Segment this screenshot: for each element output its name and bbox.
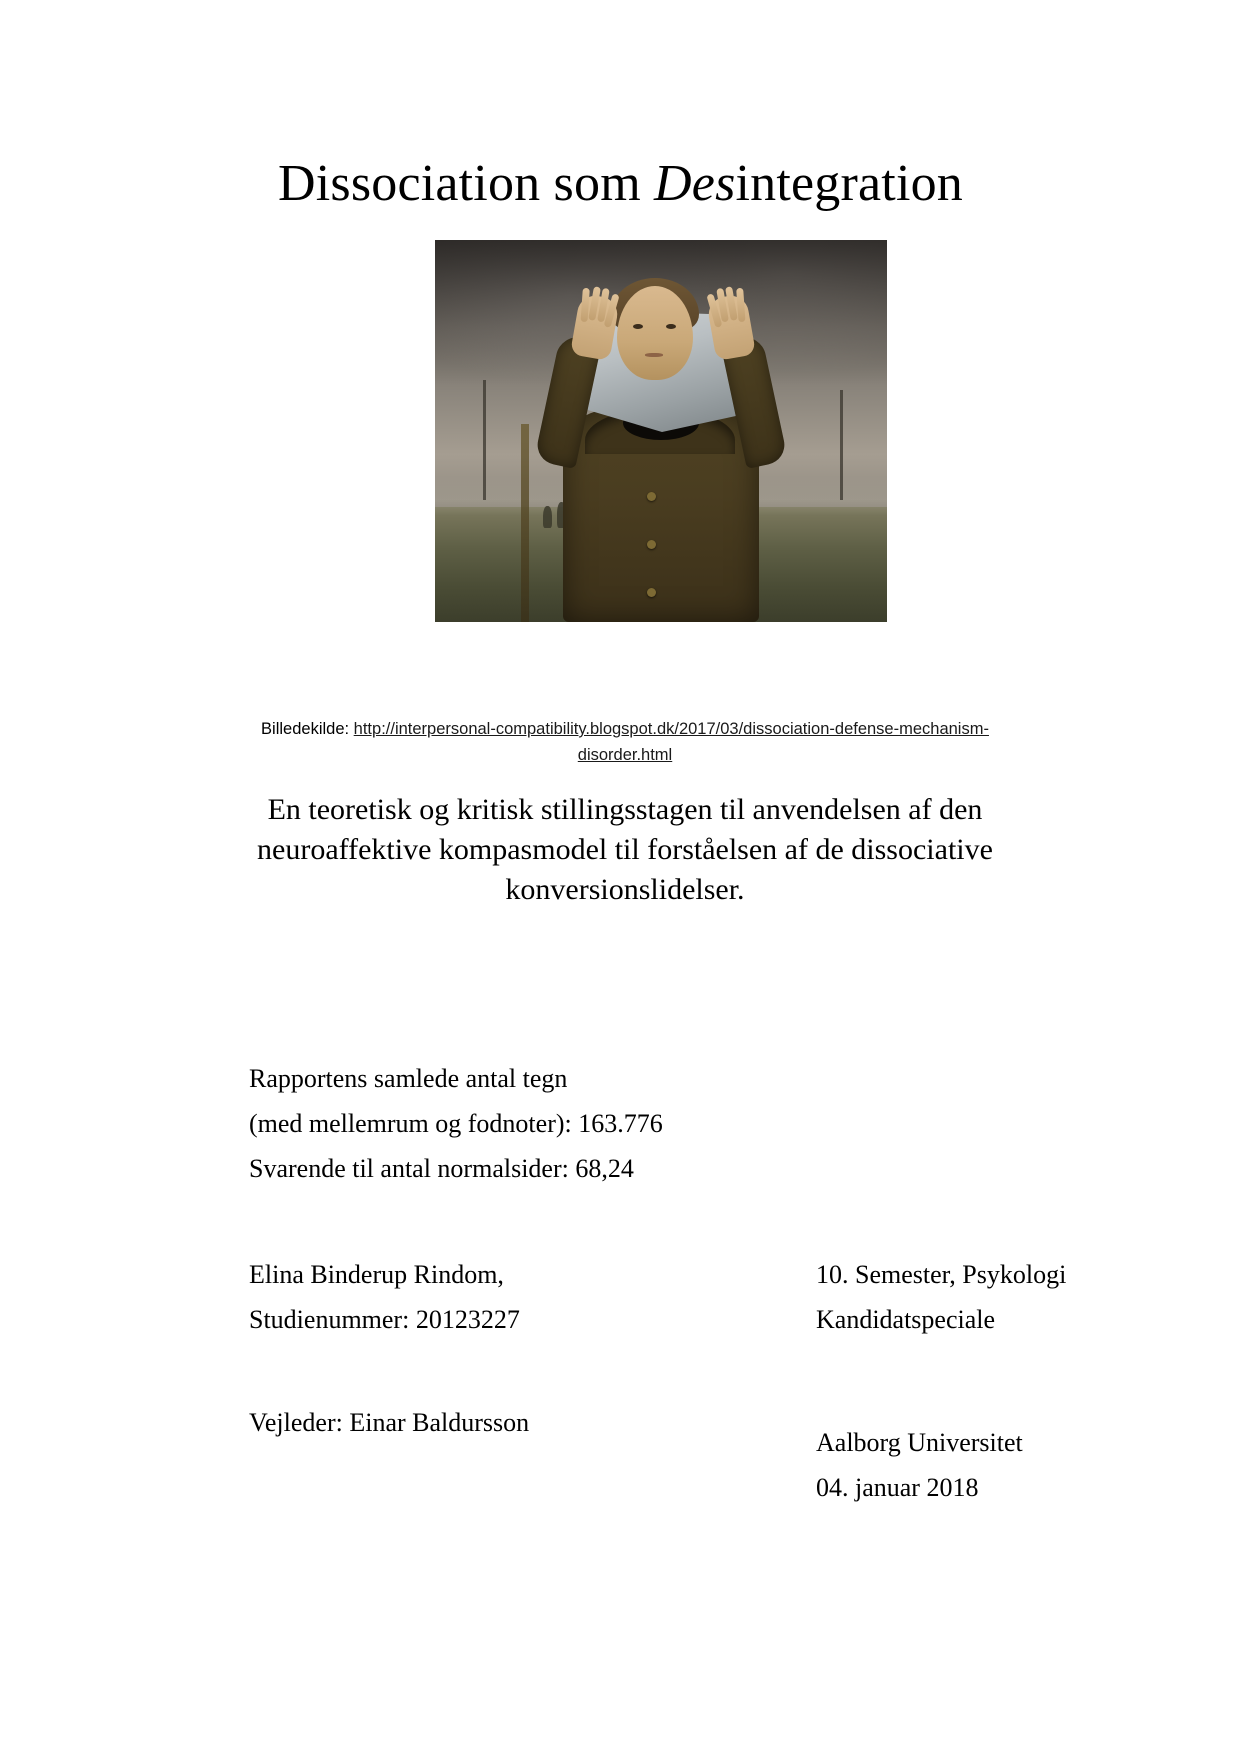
face	[617, 286, 693, 380]
coat-button	[647, 540, 656, 549]
programme-thesis-type: Kandidatspeciale	[816, 1305, 996, 1334]
image-source-link-continued[interactable]: disorder.html	[577, 746, 673, 764]
advisor-line: Vejleder: Einar Baldursson	[249, 1408, 530, 1437]
cover-figure	[435, 240, 887, 622]
pole-icon	[840, 390, 843, 500]
count-line-normalpages: Svarende til antal normalsider: 68,24	[249, 1154, 634, 1183]
programme-semester: 10. Semester, Psykologi	[816, 1260, 1067, 1289]
author-student-number: Studienummer: 20123227	[249, 1305, 520, 1334]
university-block	[816, 1420, 1023, 1510]
title-tail: integration	[735, 154, 963, 212]
mouth	[645, 353, 663, 357]
title-main: Dissociation som	[277, 154, 655, 212]
page-title	[0, 153, 1241, 215]
pole-icon	[483, 380, 486, 500]
university-name: Aalborg Universitet	[816, 1428, 1023, 1457]
author-name: Elina Binderup Rindom,	[249, 1260, 504, 1289]
coat-fold	[521, 424, 529, 622]
caption-prefix: Billedekilde:	[261, 720, 354, 738]
cover-image	[435, 240, 887, 622]
image-source-caption	[230, 716, 1020, 768]
tree-icon	[543, 506, 552, 528]
coat-button	[647, 492, 656, 501]
count-line-total-label: Rapportens samlede antal tegn	[249, 1064, 568, 1093]
submission-date: 04. januar 2018	[816, 1473, 979, 1502]
author-column	[249, 1252, 719, 1342]
count-line-total-value: (med mellemrum og fodnoter): 163.776	[249, 1109, 663, 1138]
eye	[666, 324, 676, 329]
eye	[633, 324, 643, 329]
title-italic: Des	[654, 154, 736, 212]
document-subtitle: En teoretisk og kritisk stillingsstagen til anvendelsen af den neuroaffektive kompasmodel til forståelsen af de dissociative konversionslidelser.	[257, 793, 993, 906]
image-source-link[interactable]: http://interpersonal-compatibility.blogspot.dk/2017/03/dissociation-defense-mechanism-	[353, 720, 989, 738]
character-count-block	[249, 1056, 949, 1191]
coat-button	[647, 588, 656, 597]
programme-column	[816, 1252, 1136, 1342]
